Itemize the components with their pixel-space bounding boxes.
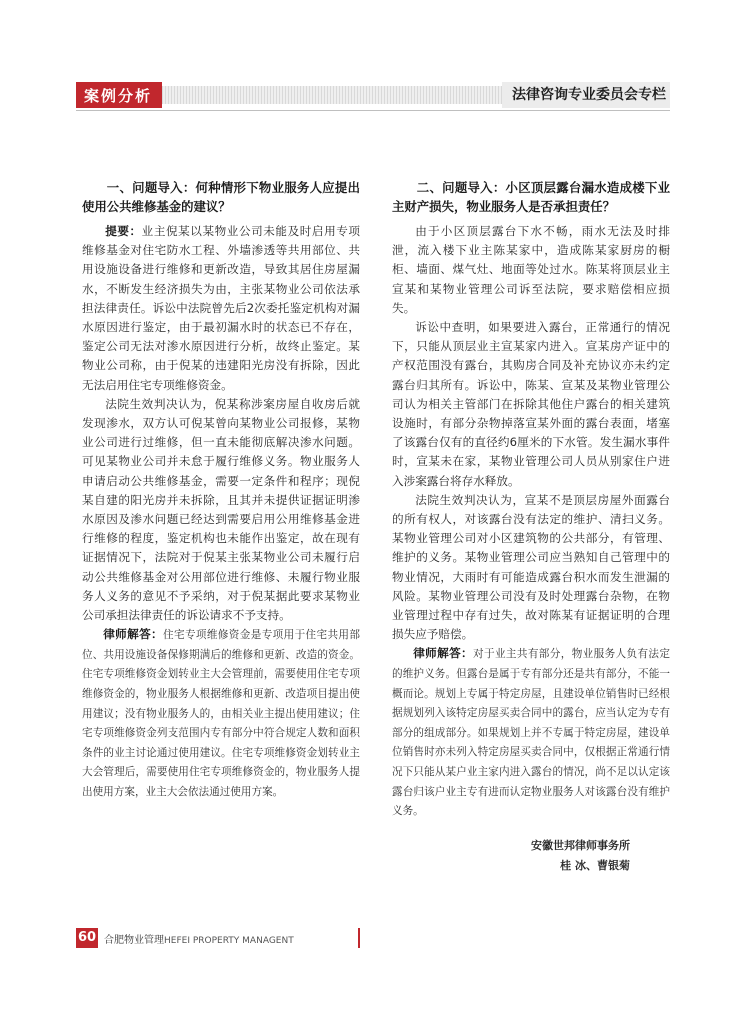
- header-divider: [76, 110, 670, 111]
- left-summary-paragraph: [82, 222, 360, 395]
- magazine-name-cn: 合肥物业管理: [104, 935, 164, 946]
- magazine-name: [104, 931, 294, 946]
- page-number: 60: [76, 928, 98, 948]
- left-lawyer-answer: [82, 625, 360, 802]
- right-lawyer-answer: [392, 644, 670, 821]
- lawyer-answer-tag: 律师解答：: [103, 627, 164, 642]
- footer-accent-rule: [358, 928, 360, 948]
- left-judgment-paragraph: 法院生效判决认为，倪某称涉案房屋自收房后就发现渗水，双方认可倪某曾向某物业公司报修，某物业公司进行过维修，但一直未能彻底解决渗水问题。可见某物业公司并未怠于履行维修义务。物业服务人申请启动公共维修基金，需要一定条件和程序；现倪某自建的阳光房并未拆除，且其并未提供证据证明渗水原因及渗水问题已经达到需要启用公用维修基金进行维修的程度，鉴定机构也未能作出鉴定，故在现有证据情况下，法院对于倪某主张某物业公司未履行启动公共维修基金对公用部位进行维修、未履行物业服务人义务的意见不予采纳，对于倪某据此要求某物业公司承担法律责任的诉讼请求不予支持。: [82, 396, 360, 623]
- right-judgment-paragraph: 法院生效判决认为，宣某不是顶层房屋外面露台的所有权人，对该露台没有法定的维护、清扫义务。某物业管理公司对小区建筑物的公共部分，有管理、维护的义务。某物业管理公司应当熟知自己管理中的物业情况，大雨时有可能造成露台积水而发生泄漏的风险。某物业管理公司没有及时处理露台杂物，在物业管理过程中存有过失，故对陈某有证据证明的合理损失应予赔偿。: [392, 492, 670, 642]
- section-badge: [76, 82, 162, 108]
- right-facts-paragraph: 由于小区顶层露台下水不畅，雨水无法及时排泄，流入楼下业主陈某家中，造成陈某家厨房的橱柜、墙面、煤气灶、地面等处过水。陈某将顶层业主宣某和某物业管理公司诉至法院，要求赔偿相应损失。: [392, 224, 670, 315]
- page-footer: [76, 928, 376, 950]
- right-column: [392, 178, 670, 876]
- column-label: 法律咨询专业委员会专栏: [502, 82, 670, 108]
- lawyer-answer-text: 住宅专项维修资金是专项用于住宅共用部位、共用设施设备保修期满后的维修和更新、改造的资金。住宅专项维修资金划转业主大会管理前，需要使用住宅专项维修资金的，物业服务人根据维修和更新、改造项目提出使用建议；没有物业服务人的，由相关业主提出使用建议；住宅专项维修资金列支范围内专有部分中符合规定人数和面积条件的业主讨论通过使用建议。住宅专项维修资金划转业主大会管理后，需要使用住宅专项维修资金的，物业服务人提出使用方案，业主大会依法通过使用方案。: [82, 629, 360, 799]
- right-findings-paragraph: 诉讼中查明，如果要进入露台，正常通行的情况下，只能从顶层业主宣某家内进入。宣某房产证中的产权范围没有露台，其购房合同及补充协议亦未约定露台归其所有。诉讼中，陈某、宣某及某物业管理公司认为相关主管部门在拆除其他住户露台的相关建筑设施时，有部分杂物掉落宣某外面的露台表面，堵塞了该露台仅有的直径约6厘米的下水管。发生漏水事件时，宣某未在家，某物业管理公司人员从别家住户进入涉案露台将存水释放。: [392, 320, 670, 488]
- summary-tag: 提要：: [105, 224, 142, 238]
- section-label: 案例分析: [84, 87, 153, 105]
- lawyer-answer-tag: 律师解答：: [413, 646, 474, 661]
- magazine-name-en: HEFEI PROPERTY MANAGENT: [164, 936, 294, 946]
- left-question-title: 一、问题导入：何种情形下物业服务人应提出使用公共维修基金的建议？: [82, 180, 360, 214]
- right-question-title: 二、问题导入：小区顶层露台漏水造成楼下业主财产损失，物业服务人是否承担责任？: [392, 180, 670, 214]
- signature-block: [392, 836, 670, 876]
- left-column: [82, 178, 360, 803]
- summary-text: 业主倪某以某物业公司未能及时启用专项维修基金对住宅防水工程、外墙渗透等共用部位、共用设施设备进行维修和更新改造，导致其居住房屋漏水，不断发生经济损失为由，主张某物业公司依法承担法律责任。诉讼中法院曾先后2次委托鉴定机构对漏水原因进行鉴定，由于最初漏水时的状态已不存在，鉴定公司无法对渗水原因进行分析，故终止鉴定。某物业公司称，由于倪某的违建阳光房没有拆除，因此无法启用住宅专项维修资金。: [82, 224, 360, 392]
- lawyer-names: 桂 冰、曹银菊: [560, 858, 630, 872]
- page-header: [76, 82, 670, 108]
- law-firm-name: 安徽世邦律师事务所: [531, 838, 630, 852]
- lawyer-answer-text: 对于业主共有部分，物业服务人负有法定的维护义务。但露台是属于专有部分还是共有部分，不能一概而论。规划上专属于特定房屋，且建设单位销售时已经根据规划列入该特定房屋买卖合同中的露台，应当认定为专有部分的组成部分。如果规划上并不专属于特定房屋，建设单位销售时亦未列入特定房屋买卖合同中，仅根据正常通行情况下只能从某户业主家内进入露台的情况，尚不足以认定该露台归该户业主专有进而认定物业服务人对该露台没有维护义务。: [392, 648, 670, 818]
